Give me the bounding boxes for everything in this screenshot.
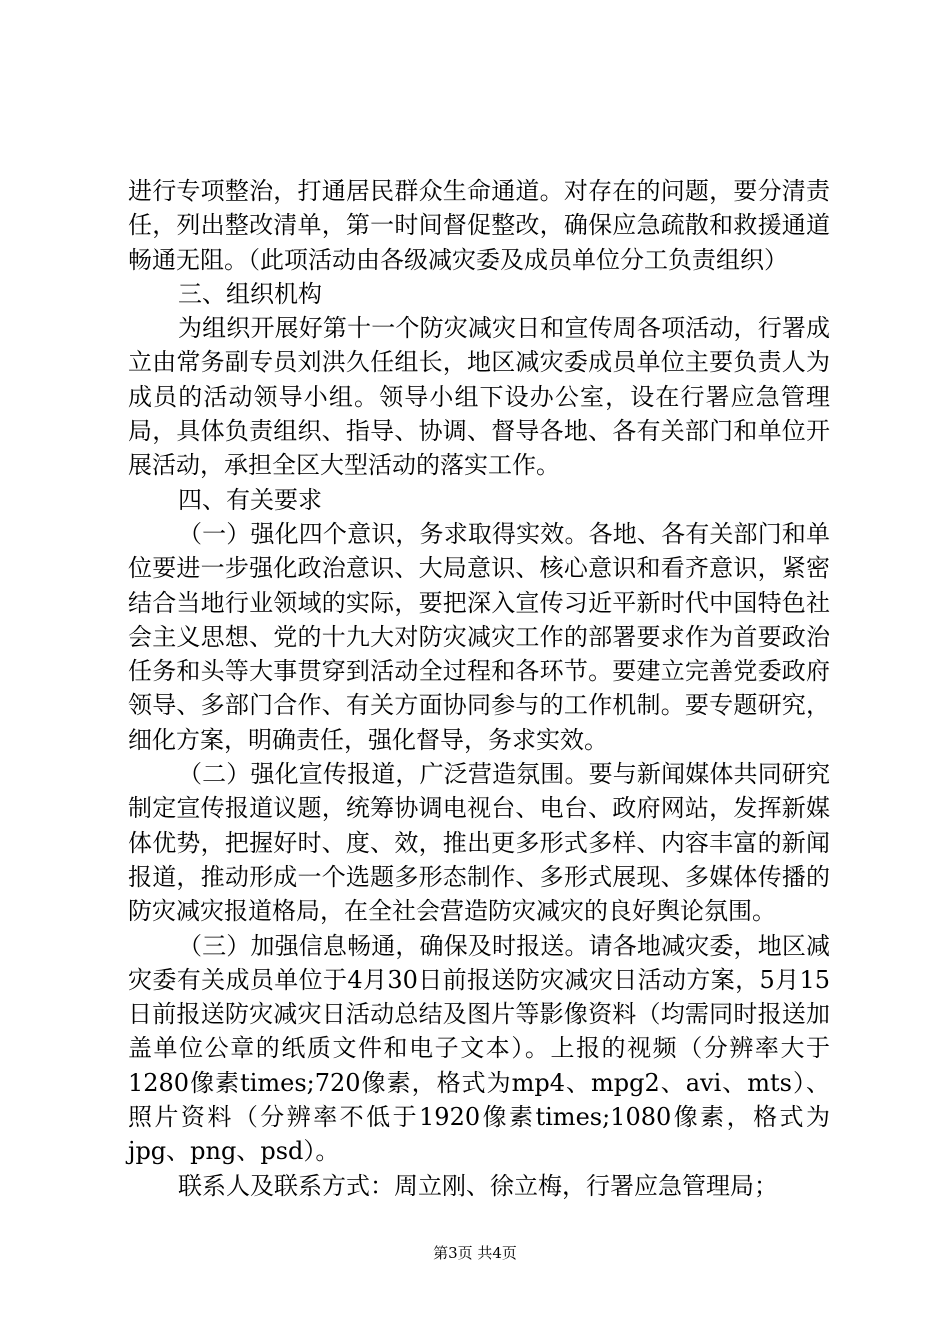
paragraph-contact: 联系人及联系方式：周立刚、徐立梅，行署应急管理局；	[178, 1171, 778, 1200]
paragraph-requirement-1: （一）强化四个意识，务求取得实效。各地、各有关部门和单位要进一步强化政治意识、大局意识、核心意识和看齐意识，紧密结合当地行业领域的实际，要把深入宣传习近平新时代中国特色社会主义思想、党的十九大对防灾减灾工作的部署要求作为首要政治任务和头等大事贯穿到活动全过程和各环节。要建立完善党委政府领导、多部门合作、有关方面协同参与的工作机制。要专题研究，细化方案，明确责任，强化督导，务求实效。	[128, 519, 830, 754]
paragraph-organization: 为组织开展好第十一个防灾减灾日和宣传周各项活动，行署成立由常务副专员刘洪久任组长，地区减灾委成员单位主要负责人为成员的活动领导小组。领导小组下设办公室，设在行署应急管理局，具体负责组织、指导、协调、督导各地、各有关部门和单位开展活动，承担全区大型活动的落实工作。	[128, 314, 830, 480]
paragraph-requirement-2: （二）强化宣传报道，广泛营造氛围。要与新闻媒体共同研究制定宣传报道议题，统筹协调电视台、电台、政府网站，发挥新媒体优势，把握好时、度、效，推出更多形式多样、内容丰富的新闻报道，推动形成一个选题多形态制作、多形式展现、多媒体传播的防灾减灾报道格局，在全社会营造防灾减灾的良好舆论氛围。	[128, 760, 830, 926]
page-number-footer: 第3页 共4页	[433, 1244, 517, 1262]
section-heading-requirements: 四、有关要求	[178, 485, 322, 514]
document-body	[128, 174, 830, 1203]
paragraph-requirement-3: （三）加强信息畅通，确保及时报送。请各地减灾委，地区减灾委有关成员单位于4月30日前报送防灾减灾日活动方案，5月15日前报送防灾减灾日活动总结及图片等影像资料（均需同时报送加盖单位公章的纸质文件和电子文本）。上报的视频（分辨率大于1280像素times;720像素，格式为mp4、mpg2、avi、mts）、照片资料（分辨率不低于1920像素times;1080像素，格式为jpg、png、psd）。	[128, 931, 830, 1166]
paragraph-rectification: 进行专项整治，打通居民群众生命通道。对存在的问题，要分清责任，列出整改清单，第一时间督促整改，确保应急疏散和救援通道畅通无阻。（此项活动由各级减灾委及成员单位分工负责组织）	[128, 177, 830, 274]
section-heading-organization: 三、组织机构	[178, 279, 322, 308]
